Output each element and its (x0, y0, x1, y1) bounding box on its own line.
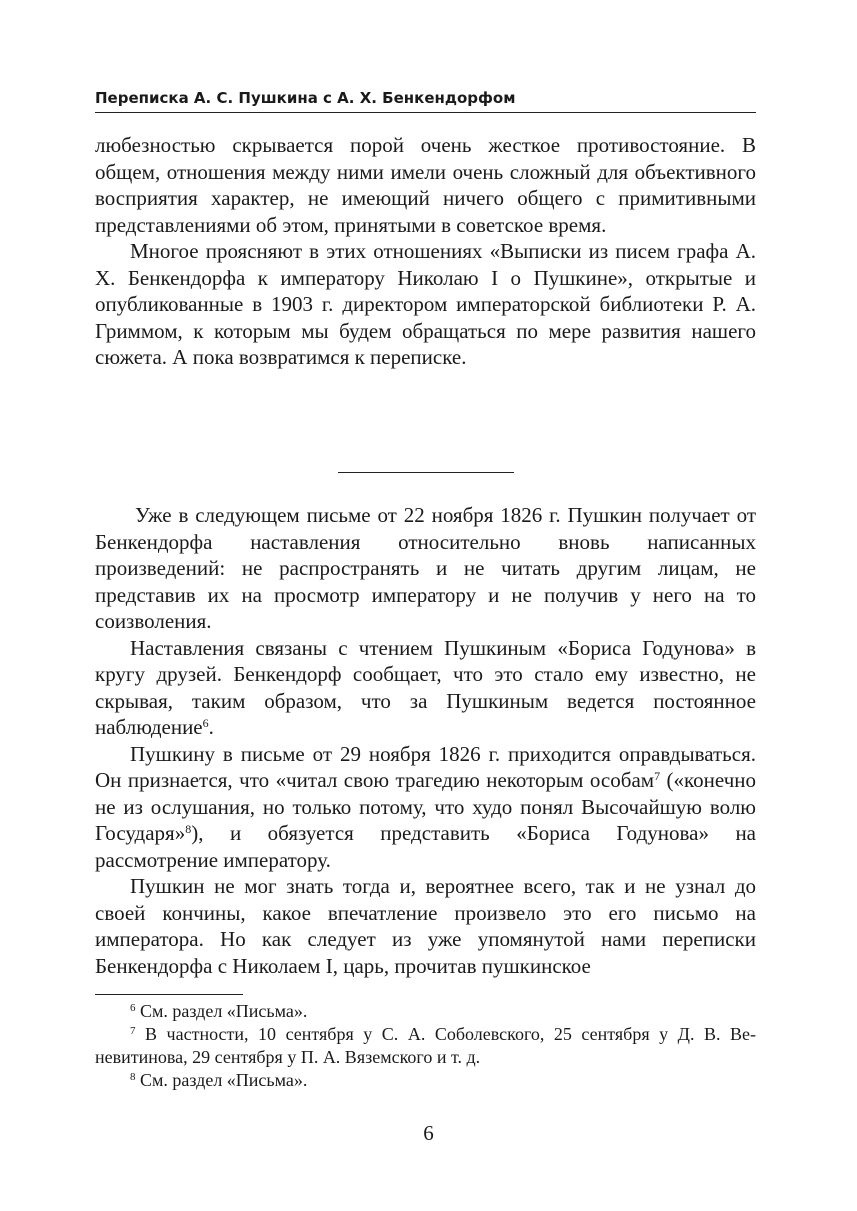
running-title: Переписка А. С. Пушкина с А. Х. Бенкендорфом (95, 89, 516, 107)
paragraph-5-part-b: («конечно не из ослушания, но только потому, что худо понял Высочайшую волю Государя» (95, 768, 756, 845)
text-block-top (95, 132, 756, 371)
header-rule (95, 112, 756, 113)
text-block-main (95, 502, 756, 979)
footnotes (95, 1000, 756, 1092)
paragraph-5 (95, 741, 756, 874)
footnote-8 (95, 1069, 756, 1092)
paragraph-3: Уже в следующем письме от 22 ноября 1826 г. Пушкин получает от Бенкендорфа наставления относительно вновь написанных произведений: не распространять и не читать другим лицам, не представив их на просмотр императору и не получив у него на то соизволения. (95, 503, 756, 633)
page-number: 6 (423, 1121, 434, 1145)
paragraph-4 (95, 635, 756, 741)
paragraph-4-end: . (208, 715, 214, 739)
paragraph-5-part-a: Пушкину в письме от 29 ноября 1826 г. приходится оправдываться. Он признается, что «читал свою трагедию некоторым особам (95, 741, 756, 792)
footnote-text: См. раздел «Письма». (135, 1070, 308, 1090)
paragraph-5-part-c: ), и обязуется представить «Бориса Годунова» на рассмотрение императору. (95, 821, 756, 872)
footnote-6 (95, 1000, 756, 1023)
paragraph-2: Многое проясняют в этих отношениях «Выписки из писем графа А. Х. Бенкендорфа к императору Николаю I о Пушкине», открытые и опубликованные в 1903 г. директором императорской библиотеки Р. А. Гриммом, к которым мы будем обращаться по мере развития нашего сюжета. А пока возвратимся к переписке. (95, 239, 756, 369)
footnote-text: См. раздел «Письма». (135, 1001, 308, 1021)
footnote-text: В частности, 10 сентября у С. А. Соболевского, 25 сентября у Д. В. Веневитинова, 29 сентября у П. А. Вяземского и т. д. (95, 1024, 756, 1067)
footnote-number: 8 (130, 1071, 136, 1083)
paragraph-1: любезностью скрывается порой очень жесткое противостояние. В общем, отношения между ними имели очень сложный для объективного восприятия характер, не имеющий ничего общего с примитивными представлениями об этом, принятыми в советское время. (95, 133, 756, 237)
footnote-7 (95, 1023, 756, 1069)
footnote-ref-8[interactable]: 8 (185, 822, 192, 836)
paragraph-4-text: Наставления связаны с чтением Пушкиным «Бориса Годунова» в кругу друзей. Бенкендорф сообщает, что это стало ему известно, не скрывая, таким образом, что за Пушкиным ведется постоянное наблюдение (95, 635, 756, 739)
footnote-number: 6 (130, 1002, 136, 1014)
paragraph-6: Пушкин не мог знать тогда и, вероятнее всего, так и не узнал до своей кончины, какое впечатление произвело это его письмо на императора. Но как следует из уже упомянутой нами переписки Бенкендорфа с Николаем I, царь, прочитав пушкинское (95, 874, 756, 978)
footnote-ref-6[interactable]: 6 (202, 716, 209, 730)
footnote-rule (95, 994, 243, 995)
footnote-number: 7 (130, 1025, 136, 1037)
footnote-ref-7[interactable]: 7 (654, 769, 661, 783)
section-divider (338, 472, 514, 473)
